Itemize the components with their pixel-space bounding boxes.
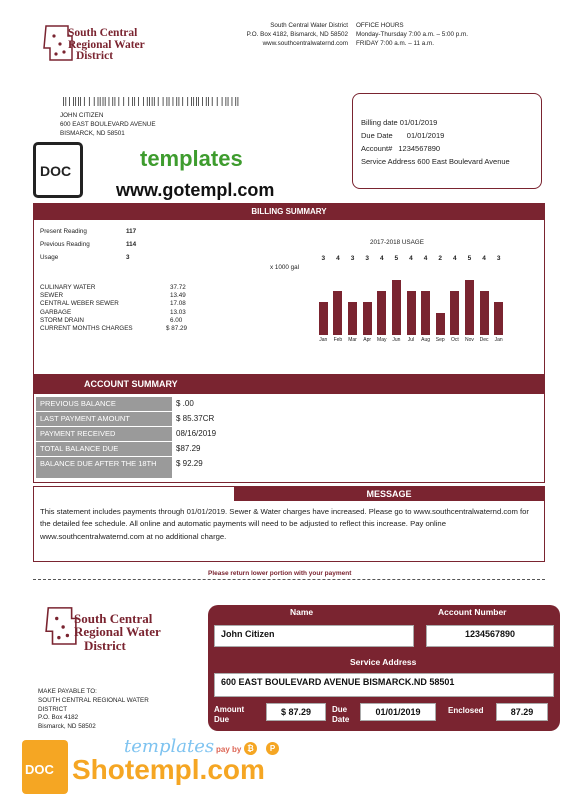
chart-category-label: Mar	[348, 337, 357, 343]
acct-row-value: $ 85.37CR	[176, 414, 215, 423]
chart-category-label: Jan	[494, 337, 503, 343]
chart-bar-sep	[436, 313, 445, 335]
billing-date: 01/01/2019	[399, 118, 438, 127]
logo-line1: South Central	[68, 27, 138, 39]
charge-label: STORM DRAIN	[40, 316, 84, 324]
remit-line: DISTRICT	[38, 705, 68, 713]
addr-city: BISMARCK, ND 58501	[60, 129, 125, 137]
stub-amount-due-field[interactable]: $ 87.29	[266, 703, 326, 721]
barcode: ‖|‖‖|||‖‖|‖|||‖||‖‖||‖|‖||‖‖|‖|||‖|‖	[62, 97, 240, 107]
chart-bar-feb	[333, 291, 342, 335]
billing-date-label: Billing date	[361, 118, 398, 127]
stub-enclosed-label: Enclosed	[448, 706, 484, 715]
chart-value-label: 5	[394, 255, 399, 262]
message-text: This statement includes payments through 01/01/2019. Sewer & Water charges have increased. Please go to www.southcentralwaternd.com for the detailed fee schedule. All online and automatic payments will need to be adjusted to reflect this increase. Pay online www.southcentralwaternd.com at no additional charge.	[40, 507, 529, 541]
chart-bar-nov	[465, 280, 474, 335]
chart-category-label: May	[377, 337, 387, 343]
chart-category-label: Apr	[363, 337, 372, 343]
chart-value-label: 4	[423, 255, 428, 262]
acct-row-value: $87.29	[176, 444, 201, 453]
footer-script: templates	[124, 736, 215, 757]
stub-logo-line2: Regional Water	[74, 624, 161, 640]
chart-category-label: Aug	[421, 337, 431, 343]
chart-value-labels	[316, 255, 506, 265]
chart-value-label: 4	[409, 255, 413, 262]
stub-name-label: Name	[290, 607, 314, 617]
chart-category-label: Oct	[450, 337, 459, 343]
footer-doc-icon	[22, 740, 68, 794]
bitcoin-icon: ₿	[244, 742, 257, 755]
message-title: MESSAGE	[234, 487, 544, 501]
tear-line	[33, 579, 545, 580]
account-summary-title: ACCOUNT SUMMARY	[34, 374, 544, 394]
chart-value-label: 4	[482, 255, 486, 262]
charge-value: 37.72	[170, 284, 186, 291]
acct-row-value: $ 92.29	[176, 459, 203, 468]
chart-title: 2017-2018 USAGE	[370, 239, 424, 246]
stub-logo-line1: South Central	[74, 611, 153, 626]
office-hours-title: OFFICE HOURS	[356, 22, 404, 29]
chart-bar-jan	[319, 302, 328, 335]
payment-stub	[208, 605, 560, 731]
chart-bar-jun	[392, 280, 401, 335]
charge-label: CURRENT MONTHS CHARGES	[40, 324, 133, 332]
footer-pay-by: pay by	[216, 745, 242, 754]
chart-bar-jul	[407, 291, 416, 335]
addr-name: JOHN CITIZEN	[60, 112, 104, 119]
logo-line2: Regional Water	[68, 38, 145, 51]
chart-value-label: 2	[438, 255, 443, 262]
charge-value: $ 87.29	[166, 324, 188, 332]
billing-summary-panel	[33, 203, 545, 483]
chart-value-label: 4	[379, 255, 384, 262]
org-info	[228, 22, 348, 48]
usage-chart	[316, 249, 506, 354]
chart-bar-dec	[480, 291, 489, 335]
reading-label: Previous Reading	[40, 241, 90, 248]
chart-category-label: Feb	[333, 337, 343, 343]
charges-list	[40, 284, 210, 333]
logo-line3: District	[76, 50, 114, 63]
remit-line: SOUTH CENTRAL REGIONAL WATER	[38, 696, 149, 704]
org-name: South Central Water District	[270, 22, 348, 29]
chart-value-label: 4	[336, 255, 340, 262]
chart-bar-mar	[348, 302, 357, 335]
acct-row-label: LAST PAYMENT AMOUNT	[36, 412, 172, 427]
make-payable: MAKE PAYABLE TO:	[38, 688, 97, 695]
watermark-templates: templates	[140, 146, 243, 171]
stub-logo	[44, 602, 194, 658]
chart-category-label: Jun	[392, 337, 401, 343]
billing-summary-title: BILLING SUMMARY	[34, 204, 544, 220]
doc-label: DOC	[40, 163, 72, 179]
acct-row-label: BALANCE DUE AFTER THE 18TH	[36, 457, 172, 479]
charge-label: CENTRAL WEBER SEWER	[40, 300, 119, 308]
chart-category-label: Dec	[479, 337, 489, 343]
chart-bars	[316, 269, 506, 335]
chart-ylabel: x 1000 gal	[270, 264, 300, 271]
chart-bar-may	[377, 291, 386, 335]
chart-value-label: 5	[467, 255, 472, 262]
chart-value-label: 3	[350, 255, 355, 262]
reading-value: 114	[126, 241, 137, 248]
charge-value: 6.00	[170, 316, 183, 324]
due-date-label: Due Date	[361, 131, 393, 141]
account-summary-table	[36, 397, 336, 479]
return-note: Please return lower portion with your payment	[208, 570, 352, 577]
stub-account-label: Account Number	[438, 607, 507, 617]
chart-category-label: Sep	[435, 337, 445, 343]
chart-bar-apr	[363, 302, 372, 335]
acct-row-label: TOTAL BALANCE DUE	[36, 442, 172, 457]
stub-amount-due-label: Amount Due	[214, 705, 245, 725]
chart-value-label: 3	[321, 255, 326, 262]
chart-value-label: 3	[496, 255, 501, 262]
mailing-address	[60, 112, 156, 138]
stub-service-field[interactable]: 600 EAST BOULEVARD AVENUE BISMARCK.ND 58501	[214, 673, 554, 697]
readings	[40, 228, 180, 267]
reading-value: 117	[126, 228, 137, 235]
acct-row-label: PAYMENT RECEIVED	[36, 427, 172, 442]
footer-doc-label: DOC	[25, 762, 54, 777]
charge-value: 13.03	[170, 308, 186, 316]
office-hours	[356, 22, 526, 48]
acct-row-value: 08/16/2019	[176, 429, 217, 438]
charge-label: GARBAGE	[40, 308, 72, 316]
reading-label: Usage	[40, 254, 59, 261]
billing-info-box	[352, 93, 542, 189]
office-hours-friday: FRIDAY 7:00 a.m. – 11 a.m.	[356, 39, 435, 47]
charge-value: 13.49	[170, 292, 186, 300]
footer-brand: Shotempl.com	[72, 754, 265, 785]
reading-label: Present Reading	[40, 228, 87, 235]
chart-value-label: 3	[365, 255, 369, 262]
charge-label: CULINARY WATER	[40, 284, 96, 291]
service-address: 600 East Boulevard Avenue	[417, 157, 510, 167]
acct-row-label: PREVIOUS BALANCE	[36, 397, 172, 412]
chart-bar-jan	[494, 302, 503, 335]
charge-value: 17.08	[170, 300, 186, 308]
nd-map-icon	[44, 604, 78, 650]
doc-file-icon	[33, 142, 83, 198]
district-logo	[42, 22, 172, 72]
office-hours-weekday: Monday-Thursday 7:00 a.m. – 5:00 p.m.	[356, 30, 469, 38]
acct-row-value: $ .00	[176, 399, 194, 408]
charge-label: SEWER	[40, 292, 64, 300]
org-website: www.southcentralwaternd.com	[262, 39, 348, 47]
remit-line: P.O. Box 4182	[38, 714, 79, 722]
stub-logo-line3: District	[84, 637, 126, 653]
chart-bar-aug	[421, 291, 430, 335]
addr-street: 600 EAST BOULEVARD AVENUE	[60, 120, 156, 128]
chart-category-label: Jul	[407, 337, 415, 343]
reading-value: 3	[126, 254, 130, 261]
paypal-icon: P	[266, 742, 279, 755]
stub-name-field[interactable]: John Citizen	[214, 625, 414, 647]
message-panel	[33, 486, 545, 562]
chart-value-label: 4	[453, 255, 457, 262]
stub-enclosed-field[interactable]: 87.29	[496, 703, 548, 721]
chart-category-label: Nov	[464, 337, 474, 343]
chart-category-label: Jan	[319, 337, 328, 343]
remit-line: Bismarck, ND 58502	[38, 723, 96, 731]
account-number: 1234567890	[398, 144, 441, 154]
watermark-url: www.gotempl.com	[116, 180, 275, 200]
stub-due-date-field[interactable]: 01/01/2019	[360, 703, 436, 721]
stub-account-field[interactable]: 1234567890	[426, 625, 554, 647]
chart-categories	[316, 337, 506, 347]
chart-bar-oct	[450, 291, 459, 335]
account-label: Account#	[361, 144, 393, 154]
service-address-label: Service Address	[361, 157, 416, 167]
stub-due-date-label: Due Date	[332, 705, 350, 725]
org-pobox: P.O. Box 4182, Bismarck, ND 58502	[246, 30, 348, 38]
due-date: 01/01/2019	[406, 131, 445, 141]
remit-address	[38, 688, 149, 732]
stub-service-label: Service Address	[350, 657, 417, 667]
